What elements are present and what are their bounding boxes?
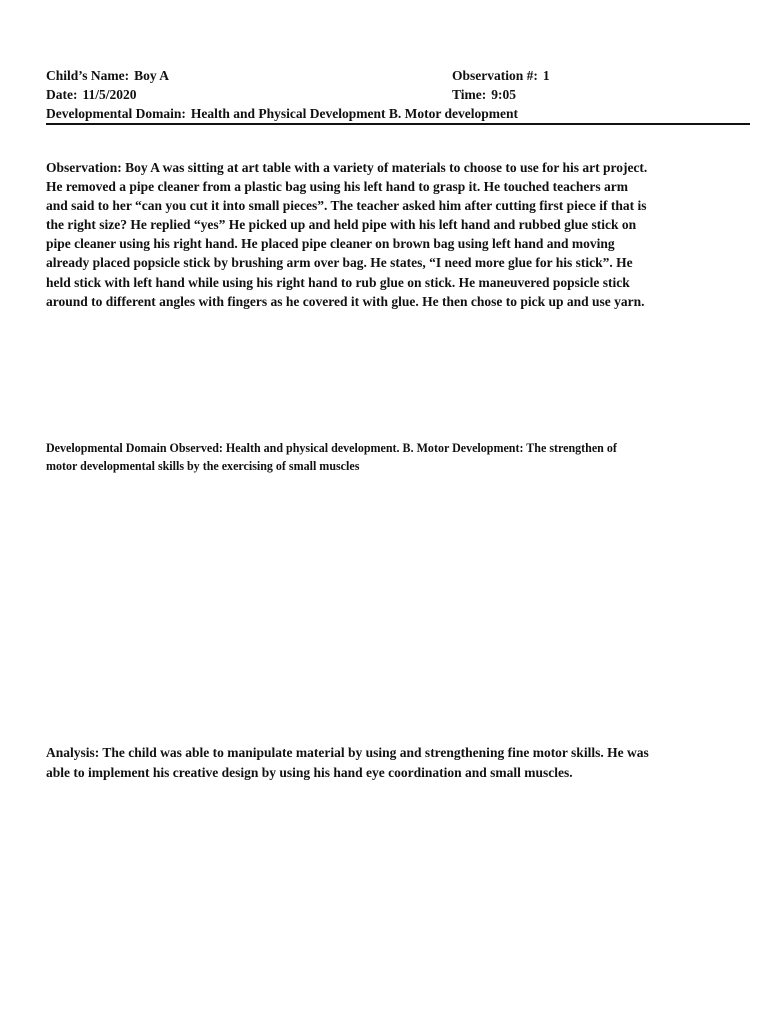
analysis-paragraph: [46, 743, 736, 782]
observation-line: around to different angles with fingers as he covered it with glue. He then chose to pick up and use yarn.: [46, 293, 645, 309]
observation-line: He removed a pipe cleaner from a plastic bag using his left hand to grasp it. He touched teachers arm: [46, 179, 628, 195]
domain-observed-line: Developmental Domain Observed: Health and physical development. B. Motor Development: The strengthen of: [46, 441, 617, 455]
date-value: 11/5/2020: [82, 87, 137, 102]
header-row-date: [46, 85, 750, 104]
observation-line: held stick with left hand while using his right hand to rub glue on stick. He maneuvered popsicle stick: [46, 274, 630, 290]
observation-line: and said to her “can you cut it into small pieces”. The teacher asked him after cutting first piece if that is: [46, 198, 647, 214]
domain-value: Health and Physical Development B. Motor development: [190, 106, 518, 121]
time-label: Time:: [452, 87, 487, 102]
child-name-label: Child’s Name:: [46, 68, 130, 83]
observation-number: [452, 66, 550, 85]
observation-line: Observation: Boy A was sitting at art table with a variety of materials to choose to use for his art project.: [46, 160, 648, 175]
analysis-line: Analysis: The child was able to manipulate material by using and strengthening fine motor skills. He was: [46, 745, 649, 760]
domain-observed-line: motor developmental skills by the exercising of small muscles: [46, 459, 360, 473]
header-row-name: [46, 66, 750, 85]
observation-number-value: 1: [542, 68, 550, 83]
domain-observed-paragraph: [46, 439, 715, 475]
header-divider: [46, 123, 750, 125]
time-value: 9:05: [491, 87, 516, 102]
observation-line: already placed popsicle stick by brushing arm over bag. He states, “I need more glue for his stick”. He: [46, 255, 633, 271]
header-row-domain: [46, 104, 750, 123]
observation-line: the right size? He replied “yes” He picked up and held pipe with his left hand and rubbed glue stick on: [46, 217, 637, 233]
analysis-line: able to implement his creative design by using his hand eye coordination and small muscles.: [46, 764, 573, 780]
observation-header: [46, 66, 750, 123]
observation-paragraph: [46, 158, 736, 311]
time: [452, 85, 516, 104]
date-label: Date:: [46, 87, 78, 102]
observation-line: pipe cleaner using his right hand. He placed pipe cleaner on brown bag using left hand and moving: [46, 236, 615, 252]
domain-label: Developmental Domain:: [46, 106, 186, 121]
observation-number-label: Observation #:: [452, 68, 538, 83]
child-name-value: Boy A: [134, 68, 170, 83]
